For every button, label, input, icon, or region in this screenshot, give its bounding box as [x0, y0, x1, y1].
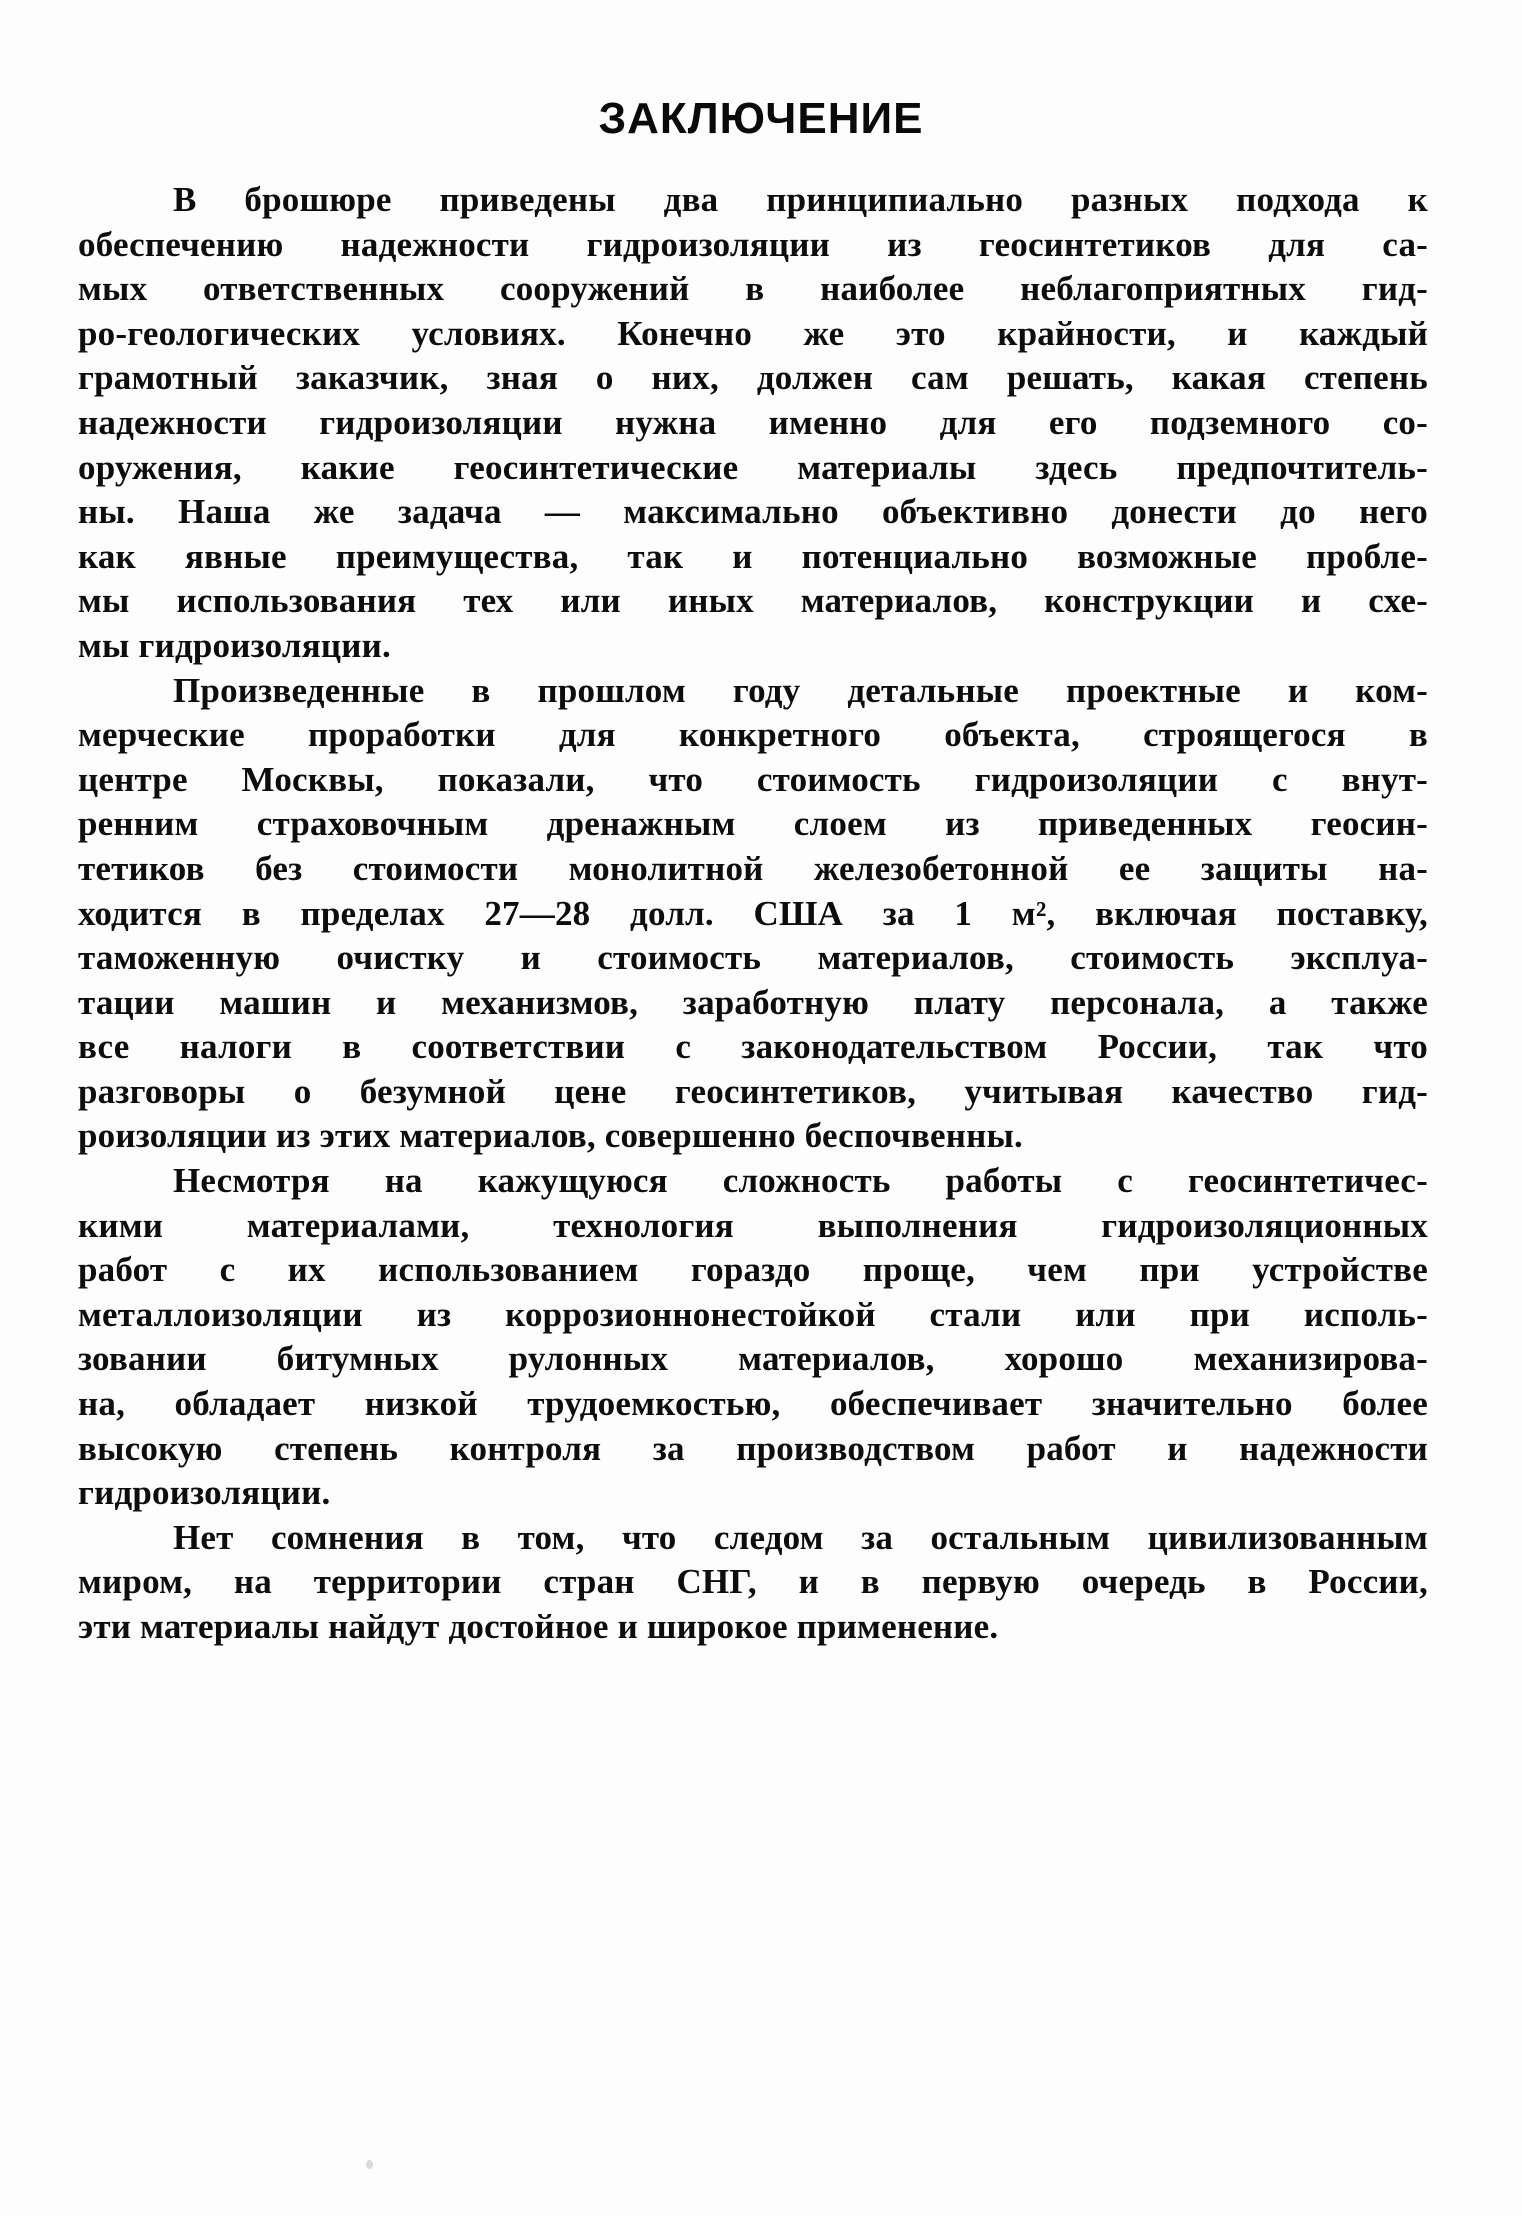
- text-line: ро-геологических условиях. Конечно же это крайности, и каждый: [78, 313, 1428, 353]
- text-line: Несмотря на кажущуюся сложность работы с геосинтетичес-: [173, 1161, 1428, 1201]
- page-title: ЗАКЛЮЧЕНИЕ: [598, 94, 924, 143]
- text-line: мерческие проработки для конкретного объекта, строящегося в: [78, 715, 1428, 755]
- text-line: мы использования тех или иных материалов, конструкции и схе-: [78, 581, 1428, 621]
- text-line: на, обладает низкой трудоемкостью, обеспечивает значительно более: [78, 1384, 1428, 1424]
- text-line: В брошюре приведены два принципиально разных подхода к: [173, 180, 1428, 219]
- text-line: миром, на территории стран СНГ, и в первую очередь в России,: [78, 1562, 1428, 1602]
- text-line: мых ответственных сооружений в наиболее неблагоприятных гид-: [78, 269, 1428, 309]
- text-line: металлоизоляции из коррозионнонестойкой стали или при исполь-: [78, 1294, 1428, 1334]
- text-line: ренним страховочным дренажным слоем из приведенных геосин-: [78, 804, 1428, 844]
- paragraph: [78, 669, 1428, 1160]
- scan-speck: [366, 2160, 373, 2169]
- text-line: надежности гидроизоляции нужна именно для его подземного со-: [78, 402, 1428, 442]
- text-line: Произведенные в прошлом году детальные проектные и ком-: [173, 670, 1428, 710]
- text-line: гидроизоляции.: [78, 1473, 331, 1513]
- text-line: обеспечению надежности гидроизоляции из геосинтетиков для са-: [78, 224, 1428, 264]
- text-line: таможенную очистку и стоимость материалов, стоимость эксплуа-: [78, 938, 1428, 978]
- text-line: как явные преимущества, так и потенциально возможные пробле-: [78, 536, 1428, 576]
- text-line: роизоляции из этих материалов, совершенно беспочвенны.: [78, 1116, 1023, 1156]
- text-line: оружения, какие геосинтетические материалы здесь предпочтитель-: [78, 447, 1428, 487]
- text-line: грамотный заказчик, зная о них, должен сам решать, какая степень: [78, 358, 1428, 398]
- document-body: [78, 178, 1428, 1650]
- text-line: Нет сомнения в том, что следом за остальным цивилизованным: [173, 1517, 1428, 1557]
- text-line: кими материалами, технология выполнения гидроизоляционных: [78, 1205, 1428, 1245]
- text-line: зовании битумных рулонных материалов, хорошо механизирова-: [78, 1339, 1428, 1379]
- text-line: эти материалы найдут достойное и широкое применение.: [78, 1607, 999, 1646]
- text-line: ходится в пределах 27—28 долл. США за 1 м², включая поставку,: [78, 893, 1428, 933]
- text-line: все налоги в соответствии с законодательством России, так что: [78, 1027, 1428, 1067]
- text-line: разговоры о безумной цене геосинтетиков, учитывая качество гид-: [78, 1071, 1428, 1111]
- text-line: мы гидроизоляции.: [78, 625, 391, 665]
- text-line: тетиков без стоимости монолитной железобетонной ее защиты на-: [78, 848, 1428, 888]
- text-line: ны. Наша же задача — максимально объективно донести до него: [78, 492, 1428, 532]
- text-line: работ с их использованием гораздо проще, чем при устройстве: [78, 1250, 1428, 1290]
- text-line: центре Москвы, показали, что стоимость гидроизоляции с внут-: [78, 759, 1428, 799]
- paragraph: [78, 178, 1428, 669]
- text-line: тации машин и механизмов, заработную плату персонала, а также: [78, 982, 1428, 1022]
- paragraph: [78, 1159, 1428, 1516]
- text-line: высокую степень контроля за производством работ и надежности: [78, 1428, 1428, 1468]
- paragraph: [78, 1516, 1428, 1650]
